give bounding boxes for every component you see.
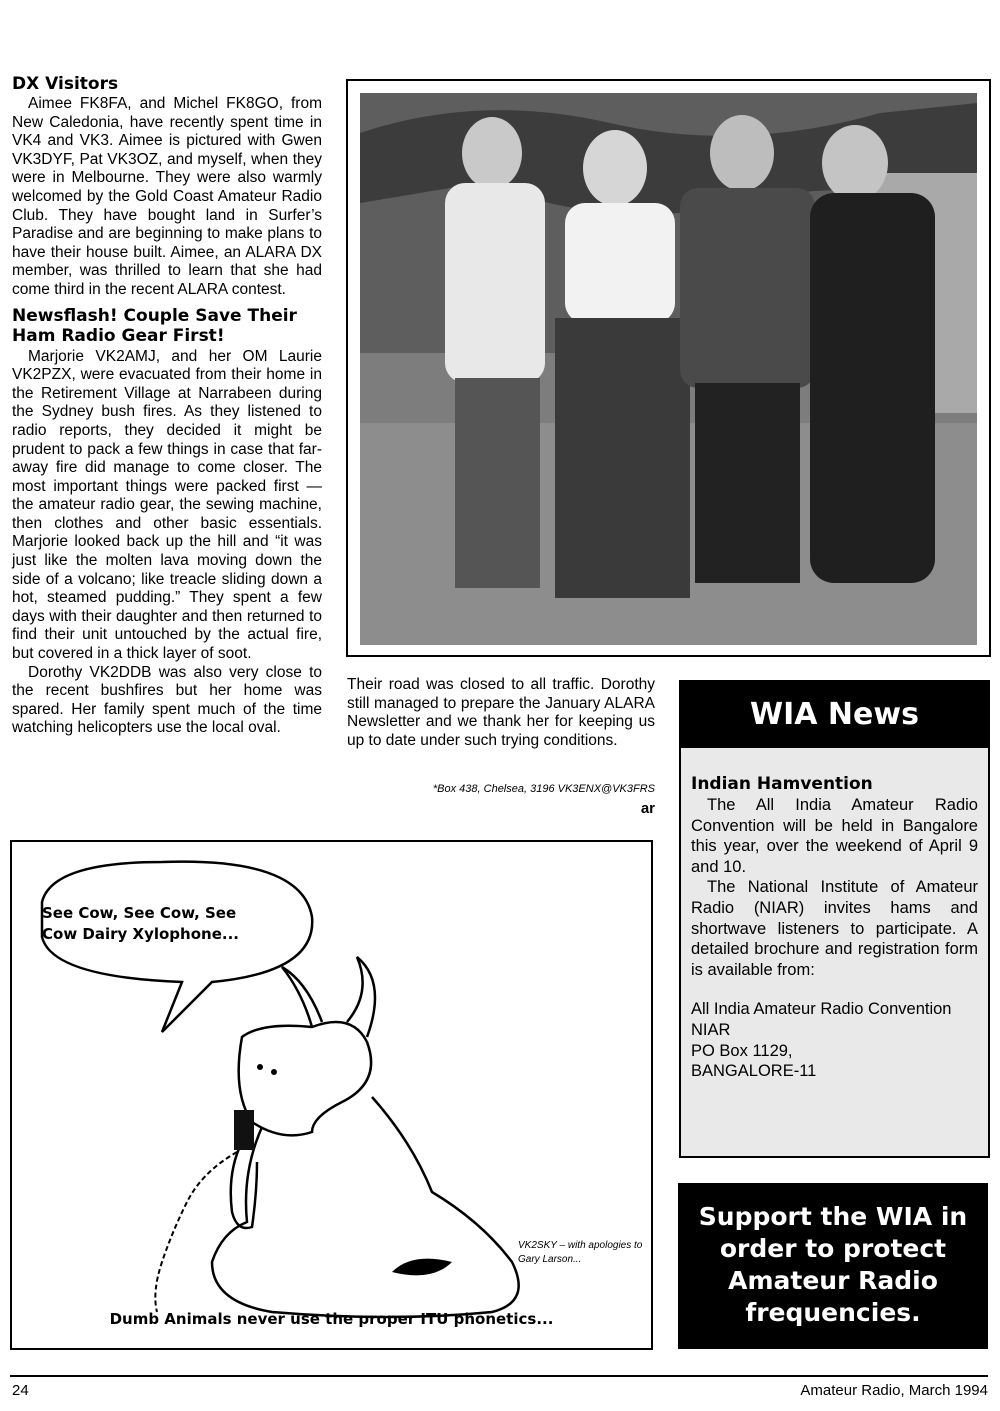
address-line: All India Amateur Radio Convention (691, 1000, 952, 1019)
page-number: 24 (12, 1382, 29, 1399)
cartoon-credit: VK2SKY – with apologies to Gary Larson... (518, 1240, 643, 1265)
hamvention-address (691, 999, 978, 1081)
paragraph: The National Institute of Amateur Radio (NIAR) invites hams and shortwave listeners to participate. A detailed brochure and registration form is available from: (691, 878, 978, 979)
left-column (12, 74, 322, 738)
dx-visitors-heading: DX Visitors (12, 74, 119, 94)
newsflash-body (12, 348, 322, 738)
newsflash-heading: Newsflash! Couple Save Their Ham Radio Gear First! (12, 305, 297, 346)
group-photo-frame (346, 79, 991, 657)
wia-news-title: WIA News (681, 682, 988, 748)
cartoon-frame (10, 840, 653, 1350)
photo-illustration (360, 93, 977, 645)
speech-bubble-text: See Cow, See Cow, See Cow Dairy Xylophone... (42, 904, 239, 943)
dx-visitors-body (12, 95, 322, 300)
wia-news-box (679, 680, 990, 1158)
address-line: BANGALORE-11 (691, 1062, 817, 1081)
group-photo (360, 93, 977, 645)
publication-name: Amateur Radio, March 1994 (800, 1382, 988, 1399)
paragraph: Aimee FK8FA, and Michel FK8GO, from New Caledonia, have recently spent time in VK4 and VK3. Aimee is pictured with Gwen VK3DYF, Pat VK3OZ, and myself, when they were in Melbourne. They were also warmly welcomed by the Gold Coast Amateur Radio Club. They have bought land in Surfer’s Paradise and are beginning to make plans to have their house built. Aimee, an ALARA DX member, was thrilled to learn that she had come third in the recent ALARA contest. (12, 95, 322, 298)
continuation-text: Their road was closed to all traffic. Dorothy still managed to prepare the January ALARA Newsletter and we thank her for keeping us up to date under such trying conditions. (347, 676, 655, 749)
author-address: *Box 438, Chelsea, 3196 VK3ENX@VK3FRS (432, 783, 655, 795)
paragraph: Marjorie VK2AMJ, and her OM Laurie VK2PZX, were evacuated from their home in the Retirement Village at Narrabeen during the Sydney bush fires. As they listened to radio reports, they decided it might be prudent to pack a few things in case that far-away fire did manage to come closer. The most important things were packed first — the amateur radio gear, the sewing machine, then clothes and other basic essentials. Marjorie looked back up the hill and “it was just like the molten lava moving down the side of a volcano; like treacle sliding down a hot, steamed pudding.” They spent a few days with their daughter and then returned to find their unit untouched by the actual fire, but covered in a thick layer of soot. (12, 347, 322, 663)
paragraph: Dorothy VK2DDB was also very close to the recent bushfires but her home was spared. Her family spent much of the time watching helicopters use the local oval. (12, 663, 322, 737)
paragraph: The All India Amateur Radio Convention will be held in Bangalore this year, over the weekend of April 9 and 10. (691, 796, 978, 876)
wia-news-content (681, 748, 988, 1082)
support-wia-text: Support the WIA in order to protect Amateur Radio frequencies. (698, 1202, 968, 1327)
footer-rule (10, 1375, 988, 1377)
cartoon-caption: Dumb Animals never use the proper ITU phonetics... (109, 1310, 554, 1328)
address-line: PO Box 1129, (691, 1041, 793, 1060)
address-line: NIAR (691, 1020, 731, 1039)
end-mark: ar (640, 800, 655, 817)
hamvention-body (691, 795, 978, 980)
support-wia-box (678, 1183, 988, 1349)
indian-hamvention-heading: Indian Hamvention (691, 774, 873, 794)
